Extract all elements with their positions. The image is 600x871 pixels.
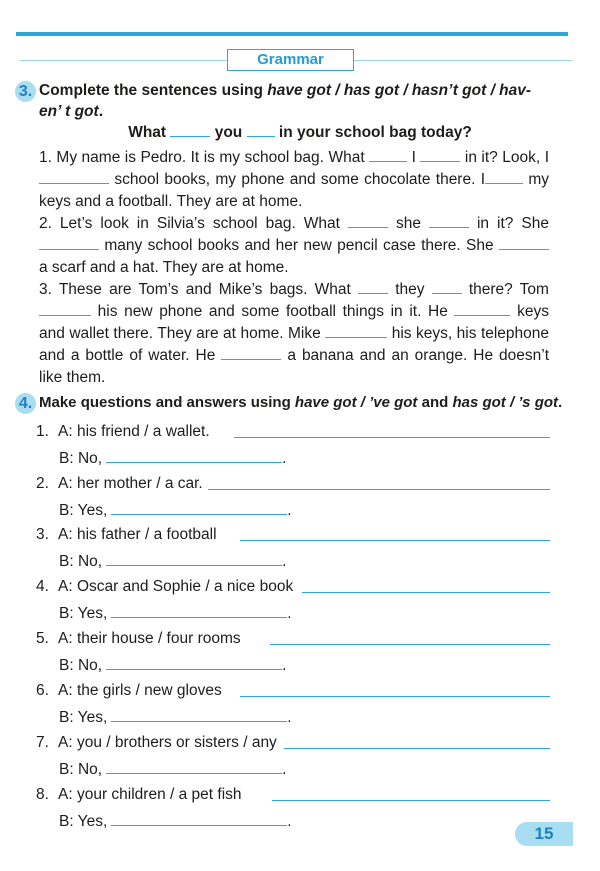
blank[interactable]: [358, 280, 388, 294]
blank[interactable]: [429, 214, 469, 228]
page-number: 15: [515, 822, 573, 846]
text: 1. My name is Pedro. It is my school bag. What: [39, 149, 365, 166]
question-part: you: [214, 124, 243, 141]
period: .: [287, 709, 292, 726]
section-header: [0, 49, 600, 71]
question-item-a: [36, 630, 241, 648]
answer-item-b: [59, 708, 292, 727]
answer-prompt: B: Yes,: [59, 502, 108, 519]
answer-line-a[interactable]: [270, 644, 550, 645]
answer-item-b: [59, 760, 286, 779]
top-rule: [16, 32, 568, 36]
blank[interactable]: [499, 236, 549, 250]
answer-line-a[interactable]: [302, 592, 550, 593]
exercise-4-title: [39, 392, 563, 413]
answer-prompt: B: Yes,: [59, 605, 108, 622]
item-prompt: A: his father / a football: [58, 526, 217, 543]
item-prompt: A: you / brothers or sisters / any: [58, 734, 277, 751]
exercise-3-title: [39, 80, 554, 122]
text: my keys and a football. They are at home.: [39, 171, 550, 210]
item-number: 2.: [36, 475, 49, 492]
answer-item-b: [59, 656, 286, 675]
text: a banana and an orange.: [287, 347, 468, 364]
answer-line-b[interactable]: [106, 760, 282, 774]
exercise-3-title-forms: have got / has got / hasn’t got / hav-: [267, 82, 532, 99]
text: 2. Let’s look in Silvia’s school bag. What: [39, 215, 340, 232]
answer-line-b[interactable]: [106, 656, 282, 670]
text: keys and wallet there. They are at home. Mike: [39, 303, 550, 342]
period: .: [282, 657, 287, 674]
exercise-3-paragraph-2: [39, 213, 549, 279]
item-prompt: A: your children / a pet fish: [58, 786, 242, 803]
item-number: 5.: [36, 630, 49, 647]
answer-prompt: B: No,: [59, 553, 103, 570]
blank[interactable]: [420, 148, 460, 162]
question-part: What: [128, 124, 167, 141]
answer-item-b: [59, 552, 286, 571]
answer-line-a[interactable]: [272, 800, 550, 801]
text: 3. These are Tom’s and Mike’s bags. What: [39, 281, 351, 298]
exercise-4-title-end: .: [558, 394, 563, 411]
question-item-a: [36, 734, 277, 752]
exercise-3-paragraph-1: [39, 147, 549, 213]
grammar-label: Grammar: [227, 49, 354, 71]
item-number: 7.: [36, 734, 49, 751]
question-item-a: [36, 786, 242, 804]
text: school books, my phone and some chocolate there.: [114, 171, 476, 188]
exercise-3-title-forms-cont: en’ t got: [39, 103, 99, 120]
answer-line-a[interactable]: [208, 489, 550, 490]
text: Look, I: [502, 149, 549, 166]
period: .: [287, 605, 292, 622]
text: I: [480, 171, 486, 188]
answer-prompt: B: Yes,: [59, 709, 108, 726]
text: telephone and a bottle of water. He: [39, 325, 550, 364]
text: his keys, his: [391, 325, 477, 342]
text: his new phone and some football things in it. He: [97, 303, 448, 320]
exercise-4-title-form-1: have got / ’ve got: [294, 394, 418, 411]
blank[interactable]: [39, 302, 91, 316]
answer-line-b[interactable]: [111, 708, 287, 722]
answer-prompt: B: No,: [59, 761, 103, 778]
answer-line-b[interactable]: [111, 604, 287, 618]
item-number: 6.: [36, 682, 49, 699]
item-number: 4.: [36, 578, 49, 595]
question-item-a: [36, 682, 222, 700]
answer-prompt: B: No,: [59, 657, 103, 674]
answer-item-b: [59, 604, 292, 623]
exercise-3-title-end: .: [98, 103, 104, 120]
item-number: 8.: [36, 786, 49, 803]
text: I: [411, 149, 416, 166]
exercise-4-number: 4.: [15, 393, 36, 414]
blank[interactable]: [348, 214, 388, 228]
item-number: 3.: [36, 526, 49, 543]
blank[interactable]: [325, 324, 387, 338]
text: in it?: [464, 149, 498, 166]
item-prompt: A: his friend / a wallet.: [58, 423, 210, 440]
exercise-3-paragraph-3: [39, 279, 549, 389]
blank[interactable]: [454, 302, 510, 316]
answer-line-b[interactable]: [111, 812, 287, 826]
item-prompt: A: Oscar and Sophie / a nice book: [58, 578, 294, 595]
answer-line-a[interactable]: [284, 748, 550, 749]
question-item-a: [36, 423, 210, 441]
blank[interactable]: [247, 123, 275, 137]
answer-line-b[interactable]: [111, 501, 287, 515]
question-item-a: [36, 526, 217, 544]
blank[interactable]: [221, 346, 281, 360]
answer-line-a[interactable]: [240, 696, 550, 697]
blank[interactable]: [39, 236, 99, 250]
period: .: [282, 553, 287, 570]
answer-item-b: [59, 501, 292, 520]
period: .: [287, 813, 292, 830]
exercise-4-title-text: Make questions and answers using: [39, 394, 295, 411]
text: He doesn’t like them.: [39, 347, 550, 386]
exercise-4-title-form-2: has got / ’s got: [452, 394, 559, 411]
period: .: [287, 502, 292, 519]
item-prompt: A: her mother / a car.: [58, 475, 203, 492]
item-number: 1.: [36, 423, 49, 440]
period: .: [282, 761, 287, 778]
exercise-3-number: 3.: [15, 81, 36, 102]
answer-line-b[interactable]: [106, 552, 282, 566]
answer-item-b: [59, 812, 292, 831]
period: .: [282, 450, 287, 467]
blank[interactable]: [39, 170, 109, 184]
exercise-3-title-text: Complete the sentences using: [39, 82, 268, 99]
text: a scarf and a hat. They are at home.: [39, 259, 289, 276]
text: in it? She: [476, 215, 549, 232]
answer-prompt: B: Yes,: [59, 813, 108, 830]
answer-line-a[interactable]: [234, 437, 550, 438]
exercise-3-question: [0, 123, 600, 142]
question-part: in your school bag today?: [278, 124, 472, 141]
question-item-a: [36, 578, 293, 596]
text: there? Tom: [468, 281, 549, 298]
text: she: [395, 215, 421, 232]
answer-line-b[interactable]: [106, 449, 282, 463]
text: many school books and her new pencil case there. She: [104, 237, 494, 254]
exercise-4-title-text: and: [417, 394, 453, 411]
item-prompt: A: their house / four rooms: [58, 630, 241, 647]
blank[interactable]: [369, 148, 407, 162]
question-item-a: [36, 475, 203, 493]
answer-item-b: [59, 449, 286, 468]
blank[interactable]: [485, 170, 523, 184]
answer-prompt: B: No,: [59, 450, 103, 467]
blank[interactable]: [432, 280, 462, 294]
text: they: [395, 281, 425, 298]
item-prompt: A: the girls / new gloves: [58, 682, 222, 699]
answer-line-a[interactable]: [240, 540, 550, 541]
blank[interactable]: [170, 123, 210, 137]
